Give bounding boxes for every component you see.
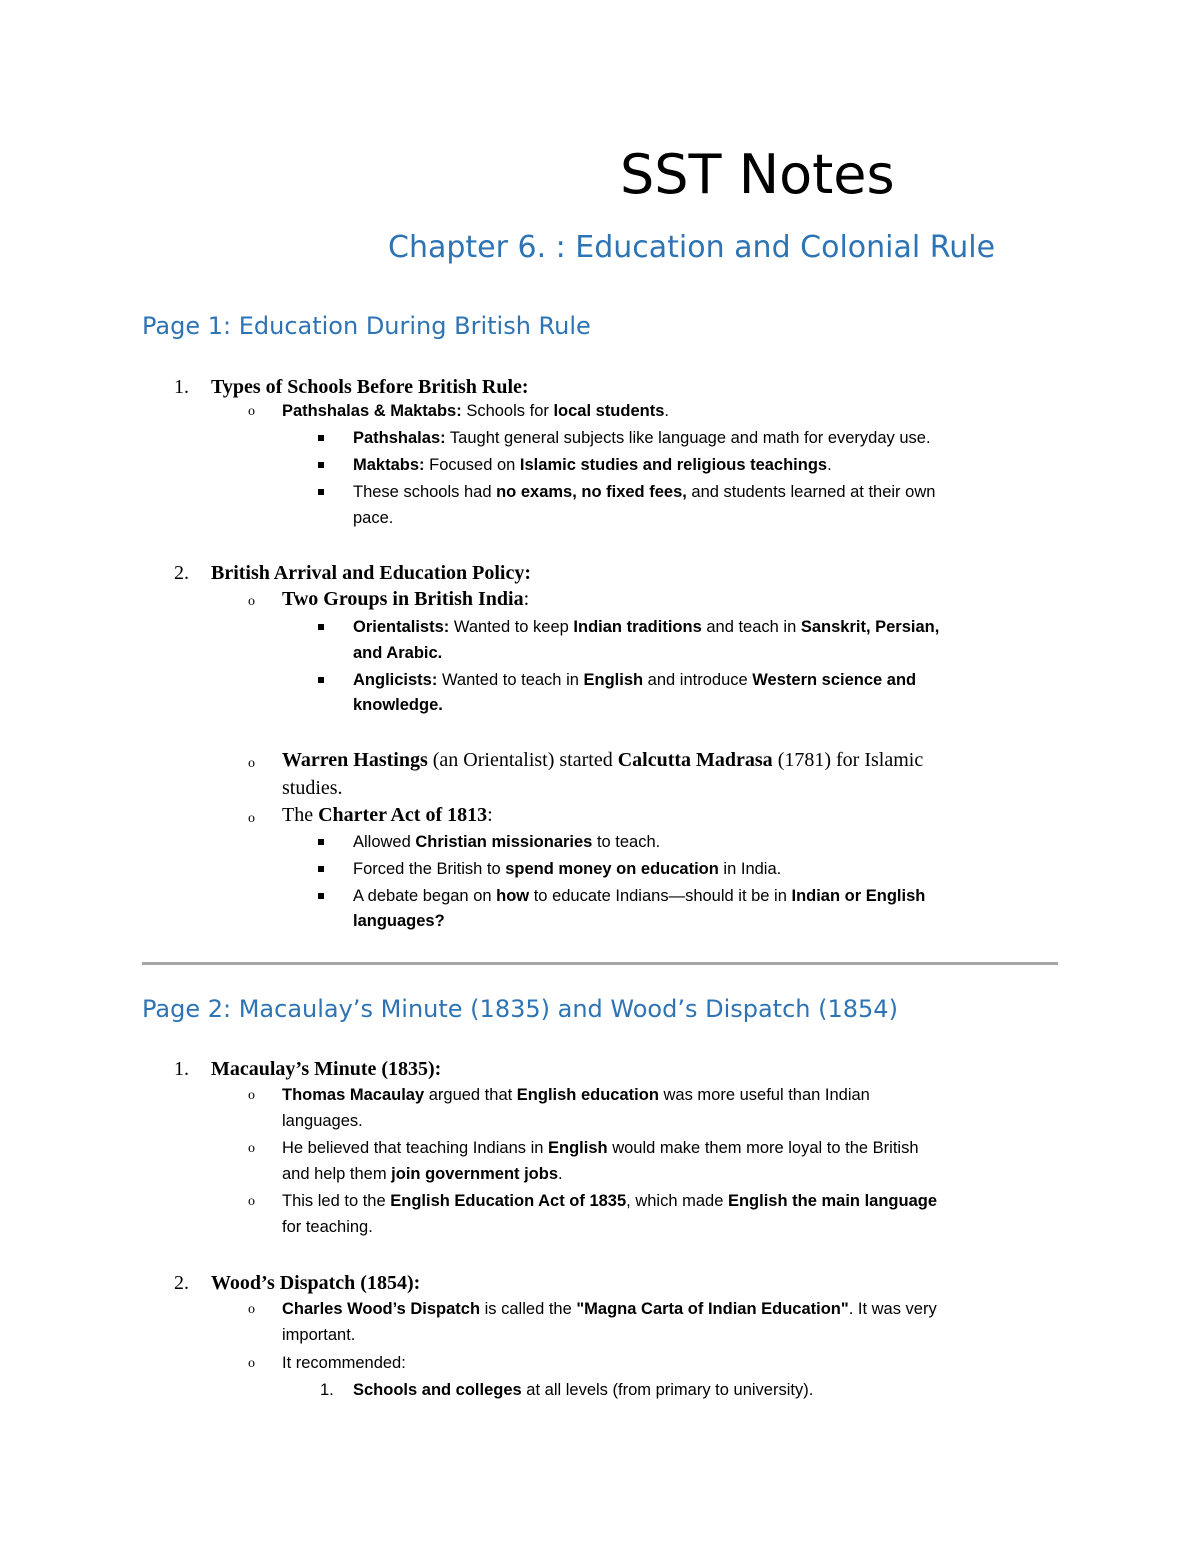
list-item-continuation: languages? <box>353 912 445 930</box>
list-item-continuation: and Arabic. <box>353 644 443 662</box>
bullet-circle-icon: o <box>248 811 255 826</box>
list-item: Schools and colleges at all levels (from primary to university). <box>353 1381 814 1399</box>
section-title: British Arrival and Education Policy: <box>211 562 532 584</box>
list-item: Pathshalas & Maktabs: Schools for local students. <box>282 402 669 420</box>
list-item: Anglicists: Wanted to teach in English and introduce Western science and <box>353 671 917 689</box>
list-item: Maktabs: Focused on Islamic studies and religious teachings. <box>353 456 832 474</box>
list-item: Allowed Christian missionaries to teach. <box>353 833 661 851</box>
page2-heading: Page 2: Macaulay’s Minute (1835) and Wood’s Dispatch (1854) <box>142 995 898 1023</box>
list-item: This led to the English Education Act of 1835, which made English the main language <box>282 1192 937 1210</box>
list-item: Orientalists: Wanted to keep Indian traditions and teach in Sanskrit, Persian, <box>353 618 940 636</box>
list-number: 2. <box>174 1272 189 1294</box>
list-item-continuation: important. <box>282 1326 356 1344</box>
horizontal-divider <box>142 962 1058 965</box>
list-number: 1. <box>320 1381 334 1399</box>
bullet-square-icon <box>318 677 324 683</box>
bullet-circle-icon: o <box>248 756 255 771</box>
section-title: Macaulay’s Minute (1835): <box>211 1058 442 1080</box>
bullet-circle-icon: o <box>248 1194 255 1209</box>
bullet-circle-icon: o <box>248 1141 255 1156</box>
list-item-continuation: and help them join government jobs. <box>282 1165 563 1183</box>
list-item: These schools had no exams, no fixed fees, and students learned at their own <box>353 483 936 501</box>
list-item: The Charter Act of 1813: <box>282 804 493 826</box>
chapter-subtitle: Chapter 6. : Education and Colonial Rule <box>388 230 996 265</box>
section-title: Wood’s Dispatch (1854): <box>211 1272 421 1294</box>
bullet-circle-icon: o <box>248 1302 255 1317</box>
bullet-square-icon <box>318 489 324 495</box>
list-item: A debate began on how to educate Indians—should it be in Indian or English <box>353 887 926 905</box>
list-number: 1. <box>174 376 189 398</box>
bullet-square-icon <box>318 839 324 845</box>
list-item: He believed that teaching Indians in English would make them more loyal to the British <box>282 1139 919 1157</box>
list-item-continuation: studies. <box>282 777 343 799</box>
bullet-square-icon <box>318 624 324 630</box>
list-item: It recommended: <box>282 1354 406 1372</box>
list-item: Forced the British to spend money on education in India. <box>353 860 782 878</box>
bullet-square-icon <box>318 866 324 872</box>
bullet-circle-icon: o <box>248 1088 255 1103</box>
list-item-continuation: languages. <box>282 1112 363 1130</box>
bullet-circle-icon: o <box>248 594 255 609</box>
list-item: Warren Hastings (an Orientalist) started Calcutta Madrasa (1781) for Islamic <box>282 749 924 771</box>
bullet-square-icon <box>318 462 324 468</box>
bullet-square-icon <box>318 435 324 441</box>
page1-heading: Page 1: Education During British Rule <box>142 312 591 340</box>
bullet-circle-icon: o <box>248 1356 255 1371</box>
list-number: 2. <box>174 562 189 584</box>
list-item: Pathshalas: Taught general subjects like language and math for everyday use. <box>353 429 931 447</box>
list-item-continuation: for teaching. <box>282 1218 373 1236</box>
bullet-circle-icon: o <box>248 404 255 419</box>
bullet-square-icon <box>318 893 324 899</box>
list-item-continuation: pace. <box>353 509 394 527</box>
list-item: Two Groups in British India: <box>282 588 530 610</box>
list-number: 1. <box>174 1058 189 1080</box>
section-title: Types of Schools Before British Rule: <box>211 376 529 398</box>
list-item: Charles Wood’s Dispatch is called the "Magna Carta of Indian Education". It was very <box>282 1300 937 1318</box>
list-item: Thomas Macaulay argued that English education was more useful than Indian <box>282 1086 870 1104</box>
list-item-continuation: knowledge. <box>353 696 443 714</box>
document-title: SST Notes <box>620 143 895 206</box>
